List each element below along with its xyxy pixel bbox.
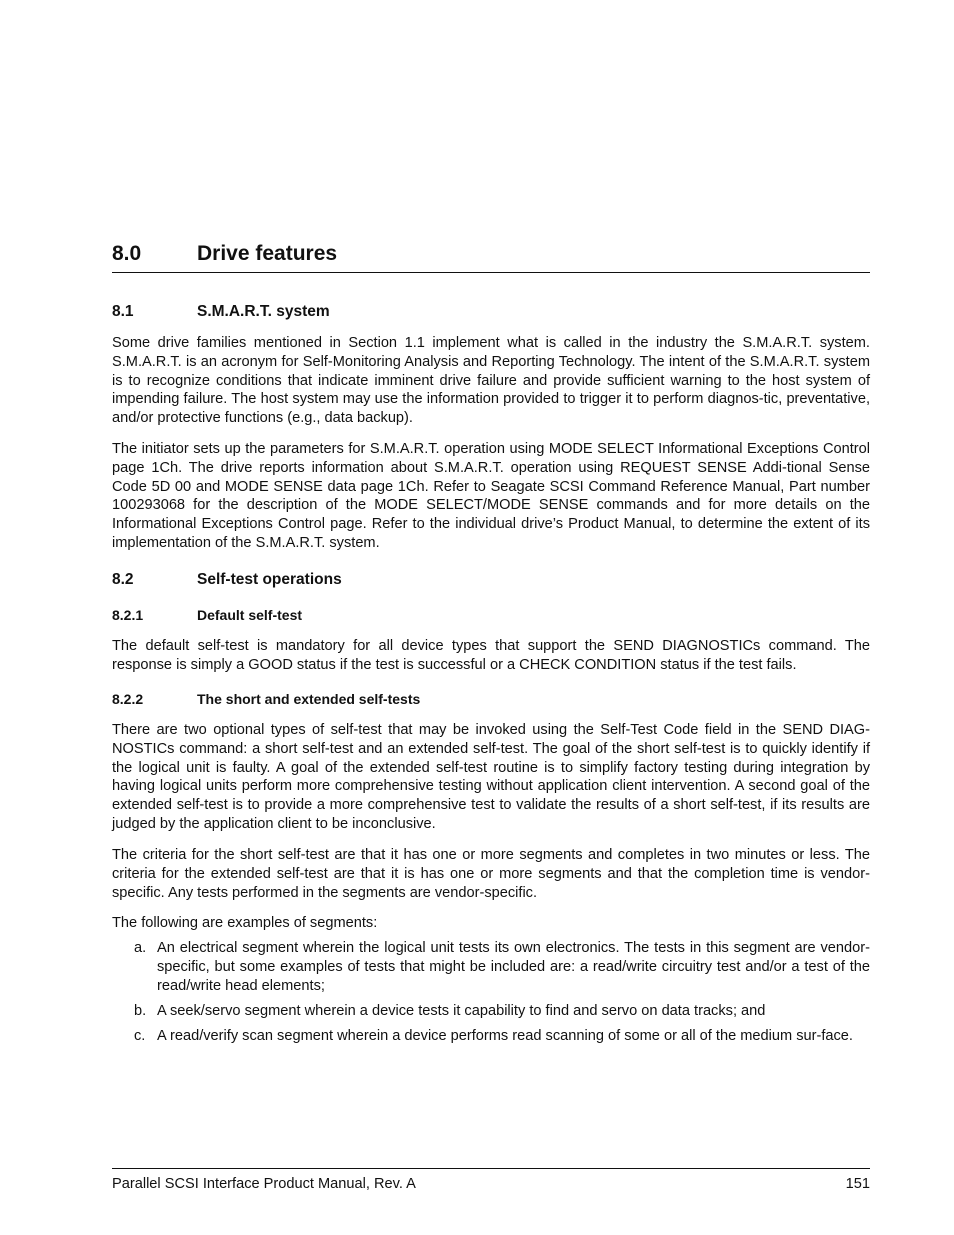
subsubsection-title: The short and extended self-tests: [197, 691, 421, 707]
list-item-text: An electrical segment wherein the logical unit tests its own electronics. The tests in this segment are vendor-specific, but some examples of tests that might be included are: a read/write circuitry test and/or a test of the read/write head elements;: [157, 940, 870, 994]
list-item-text: A read/verify scan segment wherein a device performs read scanning of some or all of the medium sur-face.: [157, 1028, 853, 1044]
footer-divider: [112, 1168, 870, 1169]
subsubsection-number: 8.2.2: [112, 691, 144, 707]
paragraph: Some drive families mentioned in Section 1.1 implement what is called in the industry the S.M.A.R.T. system. S.M.A.R.T. is an acronym for Self-Monitoring Analysis and Reporting Technology. The intent of the S.M.A.R.T. system is to recognize conditions that indicate imminent drive failure and provide sufficient warning to the host system of impending failure. The host system may use the information provided to trigger it to perform diagnos-tic, preventative, and/or protective functions (e.g., data backup).: [112, 335, 870, 427]
paragraph: The criteria for the short self-test are that it has one or more segments and completes in two minutes or less. The criteria for the extended self-test are that it is has one or more segments and that the completion time is vendor-specific. Any tests performed in the segments are vendor-specific.: [112, 847, 870, 901]
section-number: 8.0: [112, 242, 142, 265]
section-heading: [112, 240, 870, 273]
page-number: 151: [845, 1176, 870, 1192]
paragraph: There are two optional types of self-test that may be invoked using the Self-Test Code field in the SEND DIAG-NOSTICs command: a short self-test and an extended self-test. The goal of the short self-test is to quickly identify if the logical unit is faulty. A goal of the extended self-test routine is to simplify factory testing during integration by having logical units perform more comprehensive testing without application client intervention. A second goal of the extended self-test is to provide a more comprehensive test to validate the results of a short self-test, if its results are judged by the application client to be inconclusive.: [112, 722, 870, 832]
list-marker: b.: [134, 1003, 147, 1019]
list-item-text: A seek/servo segment wherein a device tests it capability to find and servo on data tracks; and: [157, 1003, 766, 1019]
section-title: Drive features: [197, 242, 338, 265]
subsubsection-title: Default self-test: [197, 607, 303, 623]
subsection-title: Self-test operations: [197, 571, 342, 588]
list-marker: c.: [134, 1028, 146, 1044]
subsection-number: 8.2: [112, 571, 134, 588]
subsection-number: 8.1: [112, 303, 134, 320]
footer-manual-title: Parallel SCSI Interface Product Manual, Rev. A: [112, 1176, 416, 1192]
subsection-title: S.M.A.R.T. system: [197, 303, 330, 320]
paragraph: The following are examples of segments:: [112, 915, 378, 931]
paragraph: The default self-test is mandatory for all device types that support the SEND DIAGNOSTICs command. The response is simply a GOOD status if the test is successful or a CHECK CONDITION status if the test fails.: [112, 638, 870, 673]
paragraph: The initiator sets up the parameters for S.M.A.R.T. operation using MODE SELECT Informational Exceptions Control page 1Ch. The drive reports information about S.M.A.R.T. operation using REQUEST SENSE Addi-tional Sense Code 5D 00 and MODE SENSE data page 1Ch. Refer to Seagate SCSI Command Reference Manual, Part number 100293068 for the description of the MODE SELECT/MODE SENSE commands and for more details on the Informational Exceptions Control page. Refer to the individual drive’s Product Manual, to determine the extent of its implementation of the S.M.A.R.T. system.: [112, 441, 870, 551]
list-marker: a.: [134, 940, 147, 956]
subsubsection-number: 8.2.1: [112, 607, 144, 623]
